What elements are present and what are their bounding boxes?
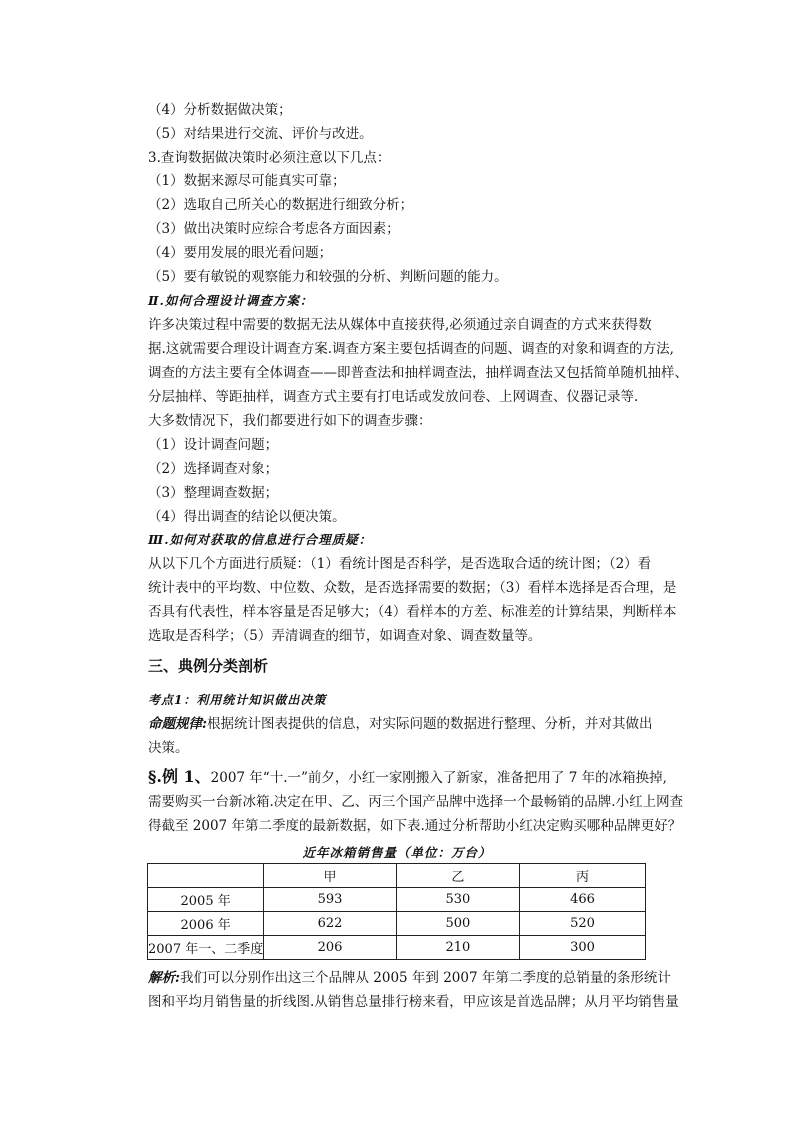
table-cell: 210 (396, 936, 519, 960)
rule-text: 根据统计图表提供的信息，对实际问题的数据进行整理、分析，并对其做出 (206, 716, 653, 732)
table-cell: 530 (396, 888, 519, 912)
topic-heading: 考点1：利用统计知识做出决策 (148, 693, 327, 707)
table-header-row (148, 864, 646, 888)
text-line: （5）对结果进行交流、评价与改进。 (148, 126, 373, 142)
text-line: （2）选取自己所关心的数据进行细致分析； (148, 197, 414, 213)
table-row (148, 888, 646, 912)
text-line: （3）做出决策时应综合考虑各方面因素； (148, 221, 400, 237)
section-heading: Ⅲ.如何对获取的信息进行合理质疑： (148, 532, 373, 547)
paragraph-line: 选取是否科学；（5）弄清调查的细节，如调查对象、调查数量等。 (148, 628, 542, 644)
step-item: （1）设计调查问题； (148, 437, 279, 453)
table-cell: 622 (264, 912, 397, 936)
step-item: （2）选择调查对象； (148, 461, 279, 477)
paragraph-line: 否具有代表性，样本容量是否足够大；（4）看样本的方差、标准差的计算结果，判断样本 (148, 604, 677, 620)
table-cell: 520 (519, 912, 645, 936)
text-line: （4）要用发展的眼光看问题； (148, 245, 333, 261)
table-cell: 2007 年一、二季度 (148, 936, 264, 960)
analysis-label: 解析: (148, 970, 180, 986)
text-line: （4）分析数据做决策； (148, 102, 292, 118)
step-item: （3）整理调查数据； (148, 485, 279, 501)
table-cell: 300 (519, 936, 645, 960)
analysis-text: 我们可以分别作出这三个品牌从 2005 年到 2007 年第二季度的总销量的条形统计 (179, 970, 671, 986)
table-header-cell: 丙 (519, 864, 645, 888)
paragraph-line: 从以下几个方面进行质疑：（1）看统计图是否科学，是否选取合适的统计图；（2）看 (148, 556, 652, 572)
table-cell: 466 (519, 888, 645, 912)
paragraph-line: 据.这就需要合理设计调查方案.调查方案主要包括调查的问题、调查的对象和调查的方法, (148, 341, 674, 357)
table-header-cell: 甲 (264, 864, 397, 888)
table-cell: 593 (264, 888, 397, 912)
table-cell: 500 (396, 912, 519, 936)
table-row (148, 912, 646, 936)
section-heading: Ⅱ.如何合理设计调查方案： (148, 293, 314, 308)
table-row (148, 936, 646, 960)
table-header-cell: 乙 (396, 864, 519, 888)
table-cell: 2006 年 (148, 912, 264, 936)
sales-table (147, 863, 646, 960)
rule-label: 命题规律: (148, 716, 207, 732)
text-line: 3.查询数据做决策时必须注意以下几点： (148, 150, 391, 166)
paragraph-line: 统计表中的平均数、中位数、众数，是否选择需要的数据；（3）看样本选择是否合理，是 (148, 580, 677, 596)
table-cell: 206 (264, 936, 397, 960)
table-cell: 2005 年 (148, 888, 264, 912)
table-caption: 近年冰箱销售量（单位：万台） (302, 845, 492, 860)
chapter-heading: 三、典例分类剖析 (148, 657, 269, 675)
table-header-cell (148, 864, 264, 888)
text-line: （1）数据来源尽可能真实可靠； (148, 173, 346, 189)
analysis-line (148, 969, 671, 987)
paragraph-line: 需要购买一台新冰箱.决定在甲、乙、丙三个国产品牌中选择一个最畅销的品牌.小红上网查 (148, 794, 684, 810)
paragraph-line: 大多数情况下，我们都要进行如下的调查步骤： (148, 413, 432, 429)
example-label: §.例 1、 (148, 767, 211, 786)
paragraph-line: 得截至 2007 年第二季度的最新数据，如下表.通过分析帮助小红决定购买哪种品牌更好？ (148, 818, 682, 834)
paragraph-line: 许多决策过程中需要的数据无法从媒体中直接获得,必须通过亲自调查的方式来获得数 (148, 317, 652, 333)
paragraph-line: 图和平均月销售量的折线图.从销售总量排行榜来看，甲应该是首选品牌；从月平均销售量 (148, 994, 679, 1010)
paragraph-line: 分层抽样、等距抽样，调查方式主要有打电话或发放问卷、上网调查、仪器记录等. (148, 389, 639, 405)
paragraph-line: 决策。 (148, 740, 189, 756)
paragraph-line (148, 715, 652, 733)
paragraph-line: 调查的方法主要有全体调查——即普查法和抽样调查法，抽样调查法又包括简单随机抽样、 (148, 365, 688, 381)
step-item: （4）得出调查的结论以便决策。 (148, 509, 346, 525)
text-line: （5）要有敏锐的观察能力和较强的分析、判断问题的能力。 (148, 269, 508, 285)
example-line (148, 768, 667, 787)
example-text: 2007 年“十.一”前夕，小红一家刚搬入了新家，准备把用了 7 年的冰箱换掉, (210, 770, 667, 786)
